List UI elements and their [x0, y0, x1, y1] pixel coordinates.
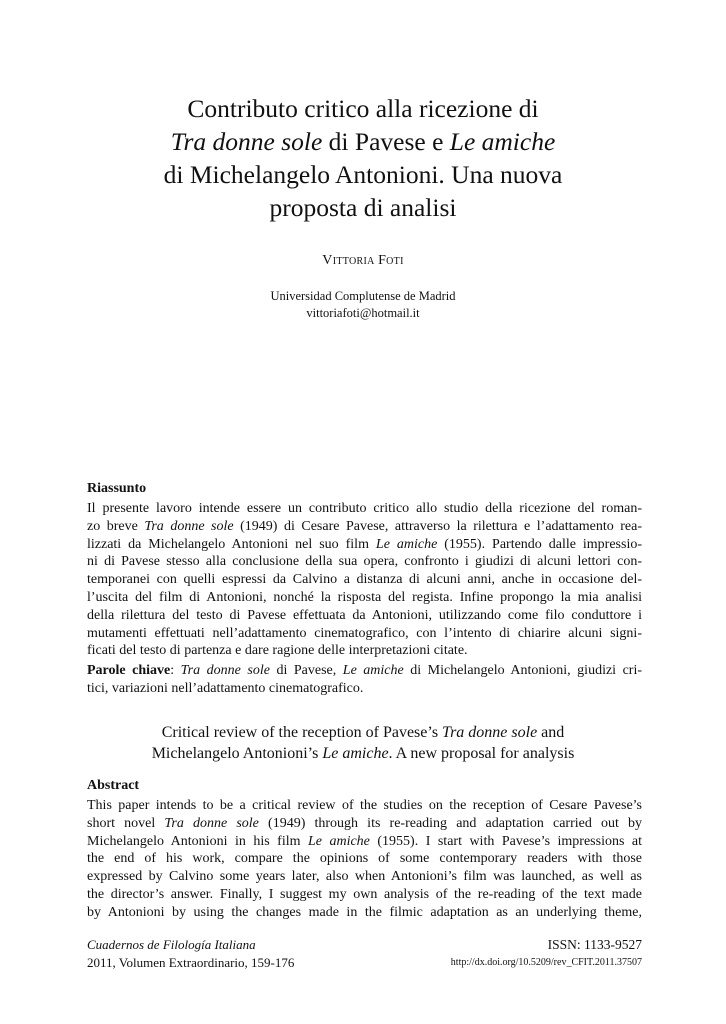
journal-volume: 2011, Volumen Extraordinario, 159-176	[87, 955, 295, 970]
author-email[interactable]: vittoriafoti@hotmail.it	[306, 306, 420, 320]
riassunto-text: Il presente lavoro intende essere un contributo critico allo studio della ricezione del roman- zo breve Tra donne sole (1949) di Cesare Pavese, attraverso la rilettura e l’adattamento rea- lizzati da Michelangelo Antonioni nel suo film Le amiche (1955). Partendo dalle impressio- ni di Pavese stesso alla conclusione della sua opera, confronto i giudizi di alcuni lettori con- temporanei con quelli espressi da Calvino a distanza di alcuni anni, anche in occasione del- l’uscita del film di Antonioni, nonché la risposta del regista. Infine propongo la mia analisi della rilettura del testo di Pavese effettuata da Antonioni, utilizzando come filo conduttore i mutamenti effettuati nell’adattamento cinematografico, con l’intento di chiarire alcuni signi- ficati del testo di partenza e dare ragione delle interpretazioni citate.	[87, 501, 643, 659]
journal-info	[87, 936, 294, 972]
issn: ISSN: 1133-9527	[547, 937, 642, 952]
institution: Universidad Complutense de Madrid	[270, 289, 456, 303]
riassunto-heading: Riassunto	[87, 481, 147, 496]
abstract-heading: Abstract	[87, 778, 140, 793]
title-line-2: Tra donne sole di Pavese e Le amiche	[170, 127, 556, 156]
author-affiliation	[0, 288, 726, 322]
article-title	[60, 92, 666, 224]
journal-name: Cuadernos de Filología Italiana	[87, 937, 256, 952]
abstract-text: This paper intends to be a critical review of the studies on the reception of Cesare Pavese’s short novel Tra donne sole (1949) through its re-reading and adaptation carried out by Michelangelo Antonioni in his film Le amiche (1955). I start with Pavese’s impressions at the end of his work, compare the opinions of some contemporary readers with those expressed by Calvino some years later, also when Antonioni’s film was launched, as well as the director’s answer. Finally, I suggest my own analysis of the re-reading of the text made by Antonioni by using the changes made in the filmic adaptation as an underlying theme,	[87, 798, 643, 920]
english-title: Critical review of the reception of Pavese’s Tra donne sole and Michelangelo Antonioni’s Le amiche. A new proposal for analysis	[151, 724, 575, 762]
title-line-1: Contributo critico alla ricezione di	[187, 94, 539, 123]
parole-chiave-label: Parole chiave	[87, 663, 171, 678]
doi-link[interactable]: http://dx.doi.org/10.5209/rev_CFIT.2011.37507	[450, 957, 642, 968]
title-line-3: di Michelangelo Antonioni. Una nuova	[163, 160, 563, 189]
title-line-4: proposta di analisi	[269, 193, 457, 222]
publication-ids	[451, 936, 642, 972]
parole-chiave: Parole chiave: Tra donne sole di Pavese, Le amiche di Michelangelo Antonioni, giudizi cri- tici, variazioni nell’adattamento cinematografico.	[87, 663, 643, 696]
author-name: Vittoria Foti	[322, 253, 404, 268]
